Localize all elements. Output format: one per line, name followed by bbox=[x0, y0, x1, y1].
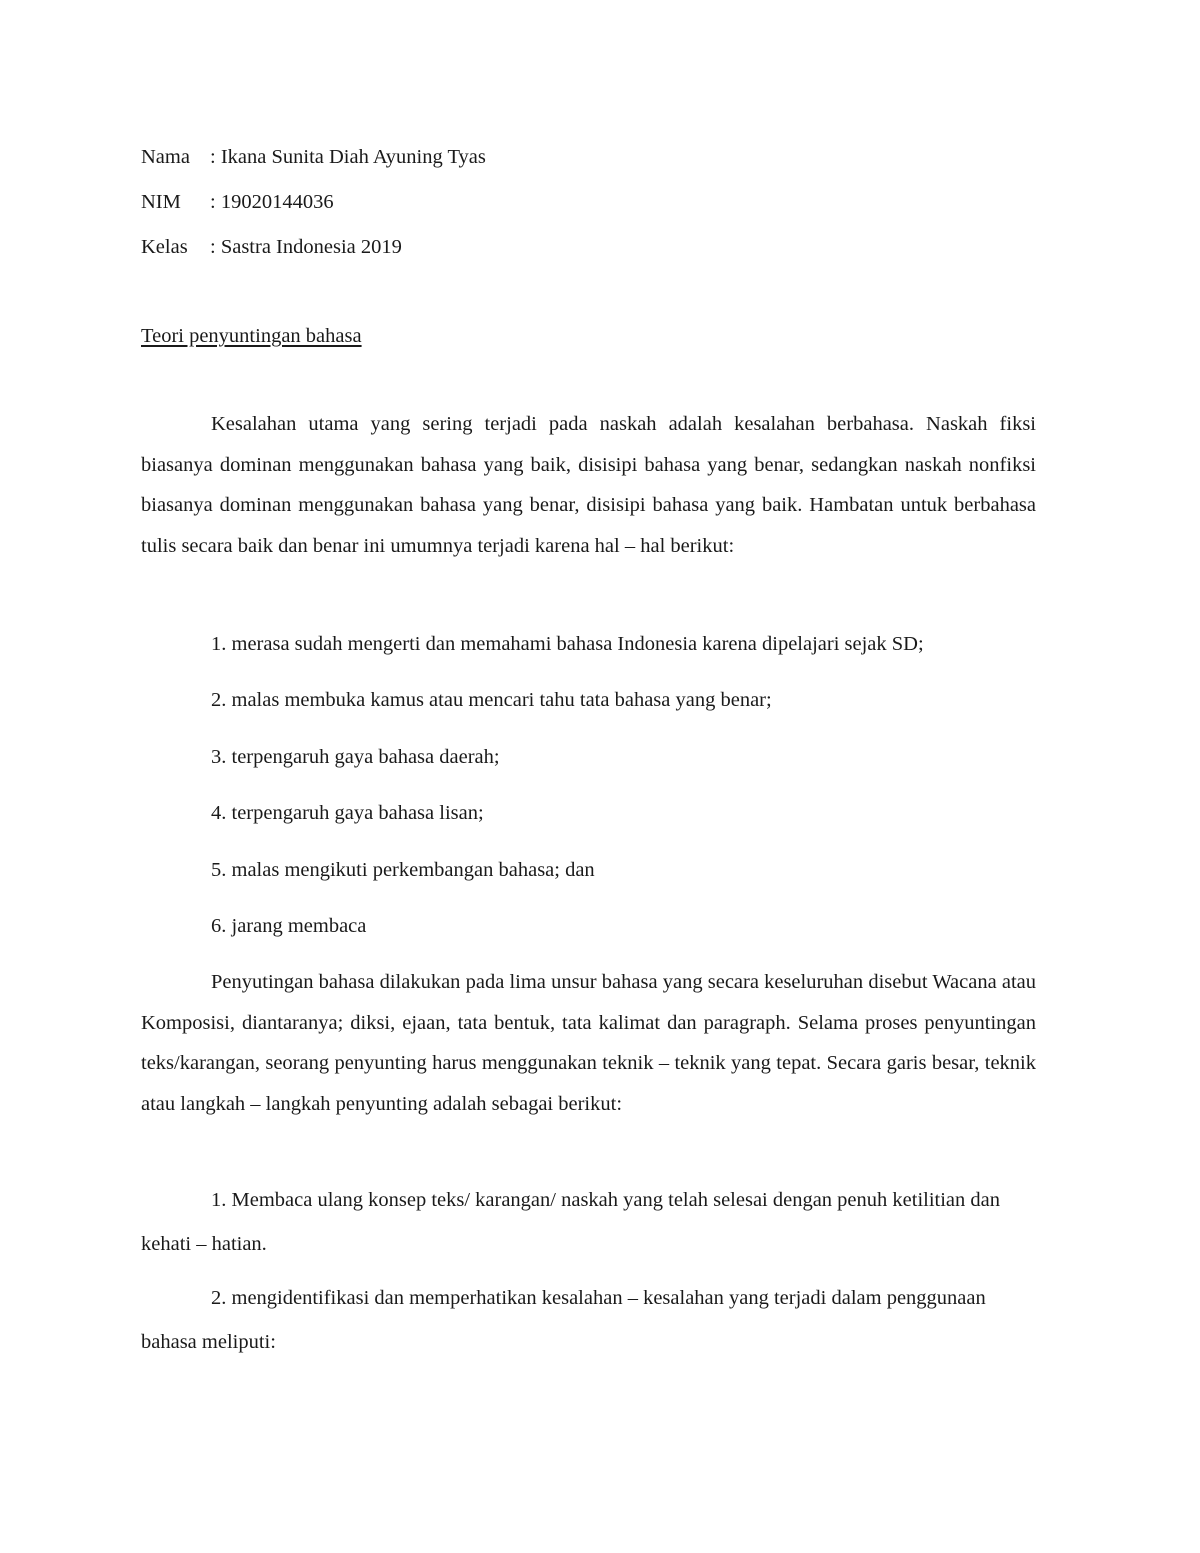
paragraph-editing: Penyutingan bahasa dilakukan pada lima unsur bahasa yang secara keseluruhan disebut Wacana atau Komposisi, diantaranya; diksi, ejaan, tata bentuk, tata kalimat dan paragraph. Selama proses penyuntingan teks/karangan, seorang penyunting harus menggunakan teknik – teknik yang tepat. Secara garis besar, teknik atau langkah – langkah penyunting adalah sebagai berikut: bbox=[141, 971, 1036, 1115]
list-item: 2. mengidentifikasi dan memperhatikan kesalahan – kesalahan yang terjadi dalam penggunaan bahasa meliputi: bbox=[141, 1287, 986, 1353]
header-label: Nama bbox=[141, 146, 190, 168]
header-label: NIM bbox=[141, 191, 181, 213]
header-value: : 19020144036 bbox=[210, 191, 334, 213]
list-item: 3. terpengaruh gaya bahasa daerah; bbox=[211, 746, 500, 768]
header-value: : Ikana Sunita Diah Ayuning Tyas bbox=[210, 146, 486, 168]
list-item: 5. malas mengikuti perkembangan bahasa; dan bbox=[211, 859, 595, 881]
list-item: 4. terpengaruh gaya bahasa lisan; bbox=[211, 802, 484, 824]
list-item: 1. merasa sudah mengerti dan memahami bahasa Indonesia karena dipelajari sejak SD; bbox=[211, 633, 924, 655]
list-item: 1. Membaca ulang konsep teks/ karangan/ naskah yang telah selesai dengan penuh ketilitian dan kehati – hatian. bbox=[141, 1189, 1000, 1255]
header-label: Kelas bbox=[141, 236, 188, 258]
paragraph-intro: Kesalahan utama yang sering terjadi pada naskah adalah kesalahan berbahasa. Naskah fiksi biasanya dominan menggunakan bahasa yang baik, disisipi bahasa yang benar, sedangkan naskah nonfiksi biasanya dominan menggunakan bahasa yang benar, disisipi bahasa yang baik. Hambatan untuk berbahasa tulis secara baik dan benar ini umumnya terjadi karena hal – hal berikut: bbox=[141, 413, 1036, 557]
list-item: 2. malas membuka kamus atau mencari tahu tata bahasa yang benar; bbox=[211, 689, 772, 711]
document-title: Teori penyuntingan bahasa bbox=[141, 325, 362, 347]
list-item: 6. jarang membaca bbox=[211, 915, 367, 937]
header-value: : Sastra Indonesia 2019 bbox=[210, 236, 402, 258]
